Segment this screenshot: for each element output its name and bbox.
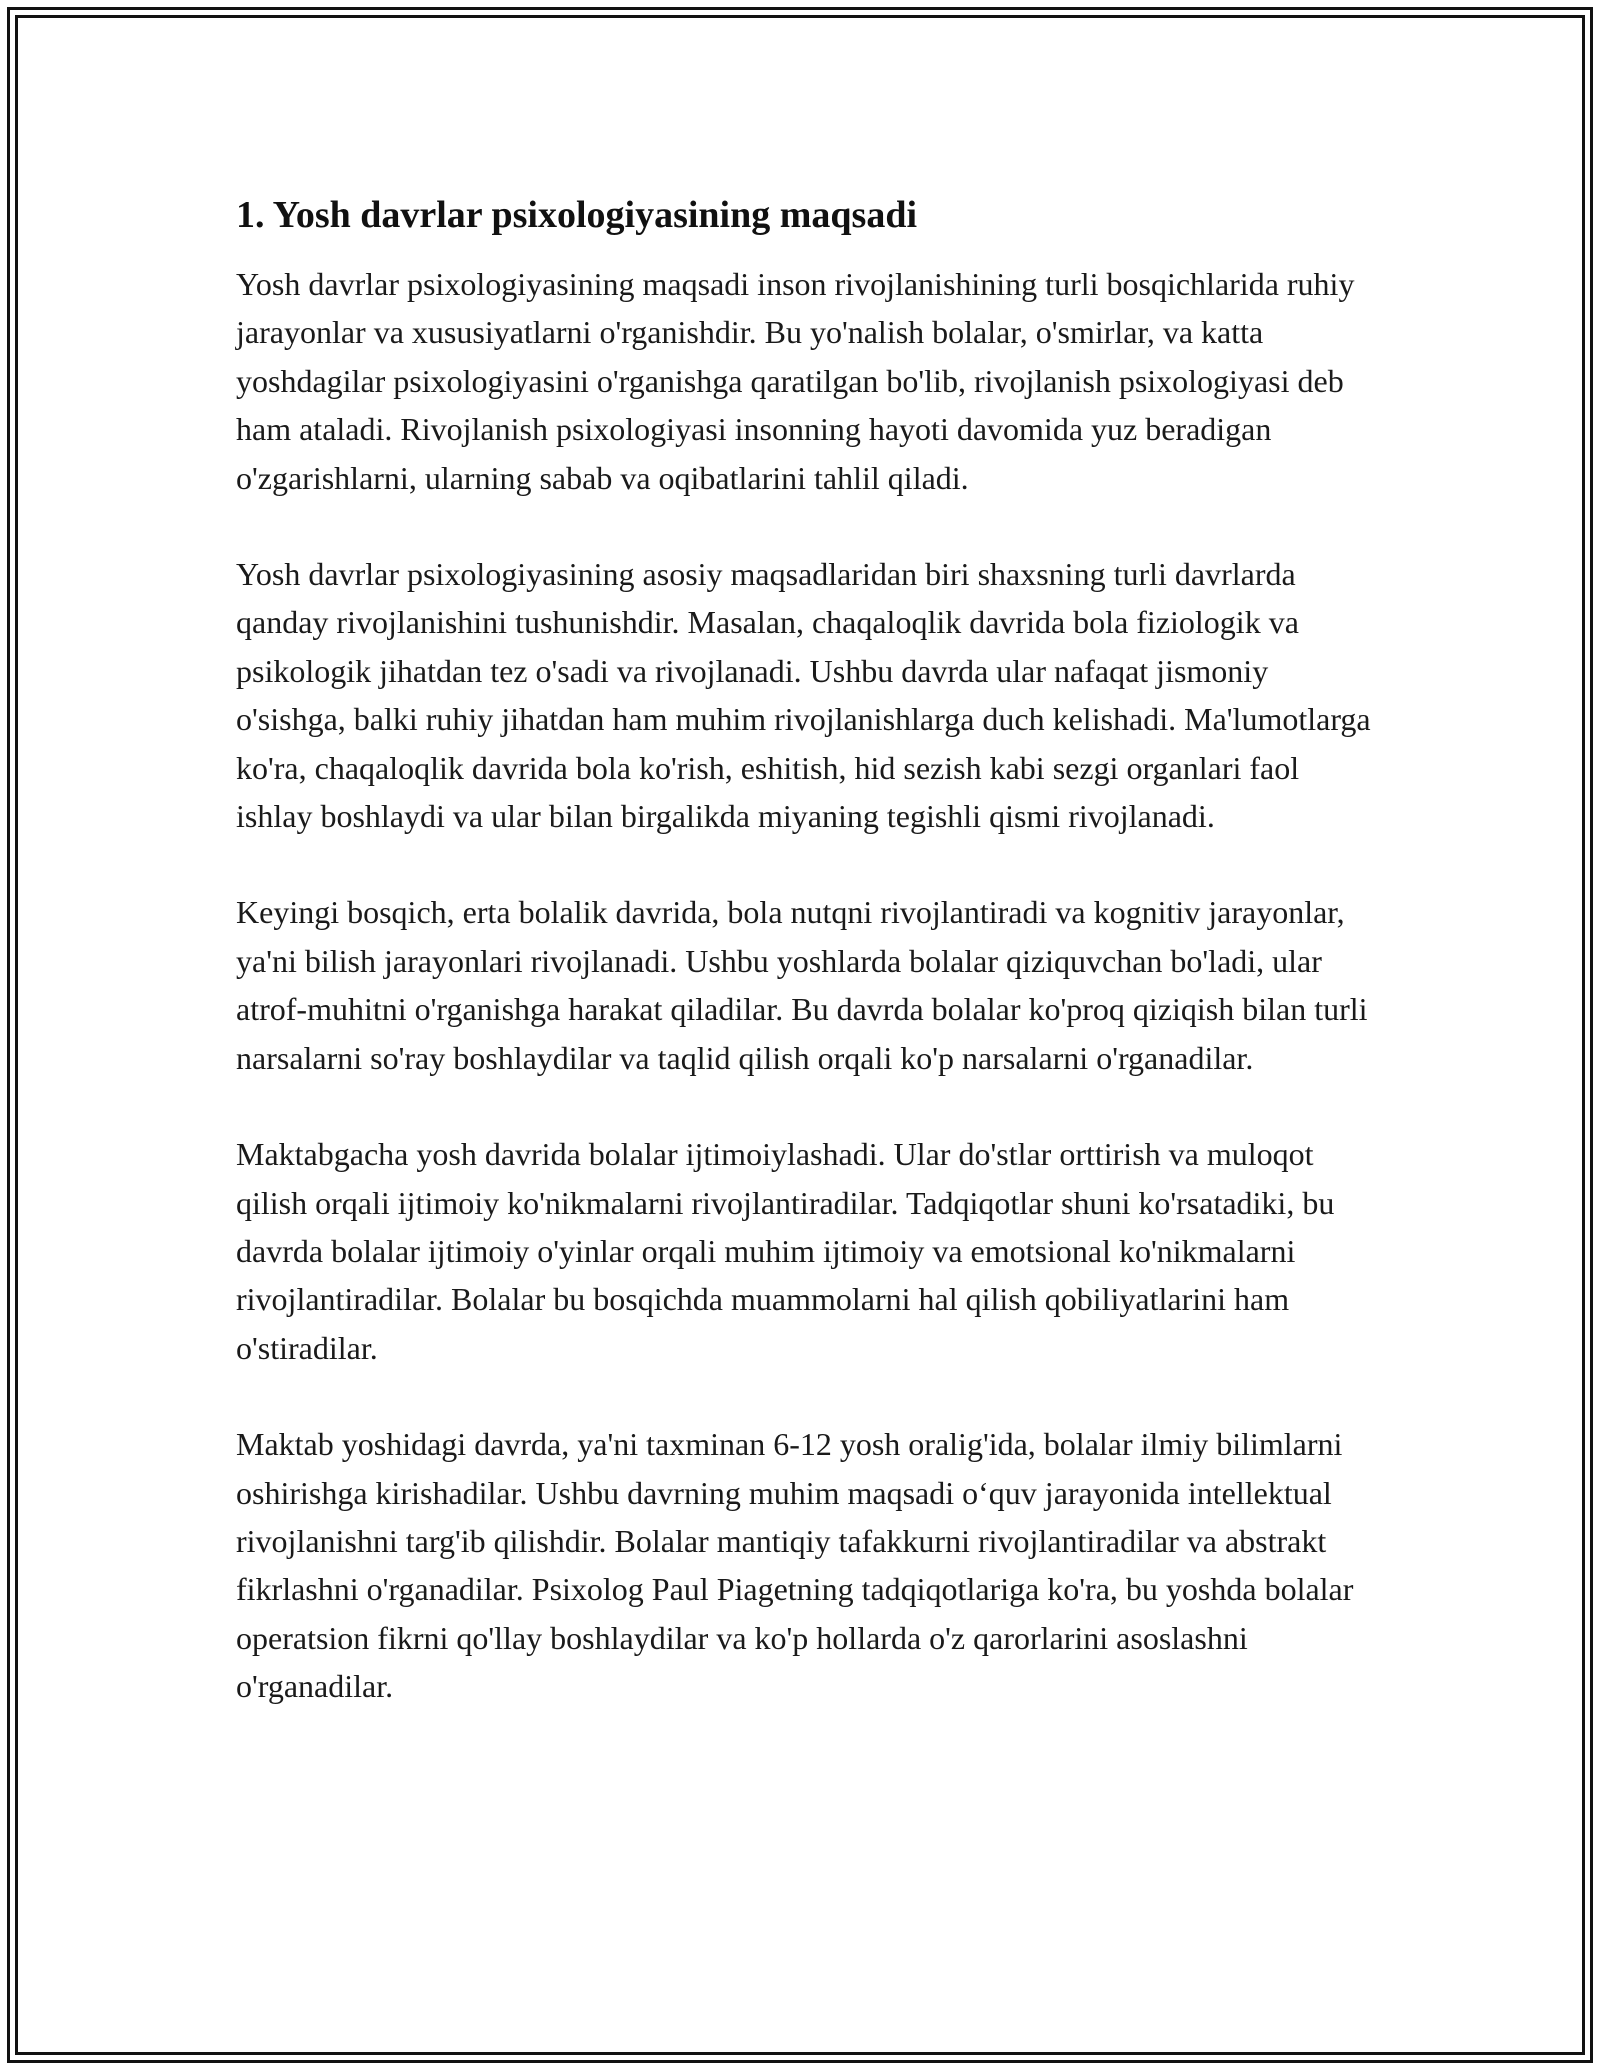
paragraph-5: Maktab yoshidagi davrda, ya'ni taxminan 6-12 yosh oralig'ida, bolalar ilmiy bilimlarni oshirishga kirishadilar. Ushbu davrning muhim maqsadi o‘quv jarayonida intellektual rivojlanishni targ'ib qilishdir. Bolalar mantiqiy tafakkurni rivojlantiradilar va abstrakt fikrlashni o'rganadilar. Psixolog Paul Piagetning tadqiqotlariga ko'ra, bu yoshda bolalar operatsion fikrni qo'llay boshlaydilar va ko'p hollarda o'z qarorlarini asoslashni o'rganadilar. — [236, 1426, 1354, 1705]
paragraph-4: Maktabgacha yosh davrida bolalar ijtimoiylashadi. Ular do'stlar orttirish va muloqot qilish orqali ijtimoiy ko'nikmalarni rivojlantiradilar. Tadqiqotlar shuni ko'rsatadiki, bu davrda bolalar ijtimoiy o'yinlar orqali muhim ijtimoiy va emotsional ko'nikmalarni rivojlantiradilar. Bolalar bu bosqichda muammolarni hal qilish qobiliyatlarini ham o'stiradilar. — [236, 1136, 1335, 1366]
section-heading: 1. Yosh davrlar psixologiyasining maqsadi — [236, 194, 918, 236]
paragraph-1: Yosh davrlar psixologiyasining maqsadi inson rivojlanishining turli bosqichlarida ruhiy jarayonlar va xususiyatlarni o'rganishdir. Bu yo'nalish bolalar, o'smirlar, va katta yoshdagilar psixologiyasini o'rganishga qaratilgan bo'lib, rivojlanish psixologiyasi deb ham ataladi. Rivojlanish psixologiyasi insonning hayoti davomida yuz beradigan o'zgarishlarni, ularning sabab va oqibatlarini tahlil qiladi. — [236, 266, 1355, 496]
document-body — [236, 190, 1376, 1759]
paragraph-2: Yosh davrlar psixologiyasining asosiy maqsadlaridan biri shaxsning turli davrlarda qanday rivojlanishini tushunishdir. Masalan, chaqaloqlik davrida bola fiziologik va psikologik jihatdan tez o'sadi va rivojlanadi. Ushbu davrda ular nafaqat jismoniy o'sishga, balki ruhiy jihatdan ham muhim rivojlanishlarga duch kelishadi. Ma'lumotlarga ko'ra, chaqaloqlik davrida bola ko'rish, eshitish, hid sezish kabi sezgi organlari faol ishlay boshlaydi va ular bilan birgalikda miyaning tegishli qismi rivojlanadi. — [236, 556, 1371, 835]
paragraph-3: Keyingi bosqich, erta bolalik davrida, bola nutqni rivojlantiradi va kognitiv jarayonlar, ya'ni bilish jarayonlari rivojlanadi. Ushbu yoshlarda bolalar qiziquvchan bo'ladi, ular atrof-muhitni o'rganishga harakat qiladilar. Bu davrda bolalar ko'proq qiziqish bilan turli narsalarni so'ray boshlaydilar va taqlid qilish orqali ko'p narsalarni o'rganadilar. — [236, 894, 1368, 1076]
